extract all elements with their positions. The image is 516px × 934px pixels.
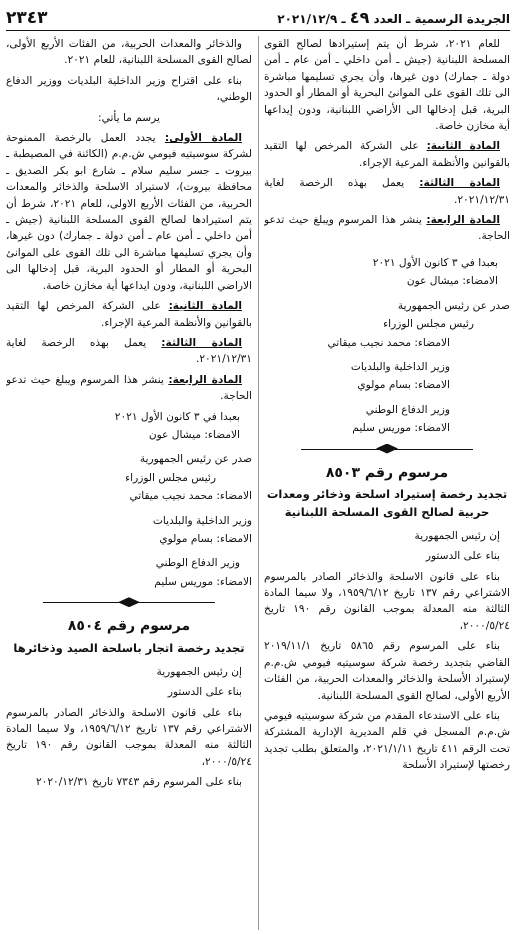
article-4: [264, 212, 510, 245]
article-3: [264, 175, 510, 208]
paragraph: بناء على الدستور: [425, 550, 500, 563]
article-label: المادة الثالثة:: [161, 336, 242, 349]
running-title: [277, 8, 510, 30]
article-text: يعمل بهذه الرخصة لغاية ٢٠٢١/١٢/٣١.: [6, 336, 252, 366]
article-label: المادة الأولى:: [164, 132, 242, 145]
article-2: [264, 138, 510, 171]
signature-president: الامضاء: ميشال عون: [406, 275, 498, 288]
journal-name: الجريدة الرسمية ـ العدد: [373, 12, 510, 26]
decree-title: تجديد رخصة اتجار باسلحة الصيد وذخائرها: [13, 640, 245, 655]
issue-number: ٤٩: [349, 8, 370, 27]
article-text: على الشركة المرخص لها التقيد بالقوانين والأنظمة المرعية الإجراء.: [6, 300, 252, 329]
column-left: [6, 36, 252, 930]
decrees-heading: يرسم ما يأتي:: [98, 111, 160, 124]
article-label: المادة الثانية:: [426, 140, 500, 153]
decree-number: مرسوم رقم ٨٥٠٤: [67, 618, 191, 635]
paragraph: للعام ٢٠٢١، شرط أن يتم إستيرادها لصالح القوى المسلحة اللبنانية (جيش ـ أمن داخلي ـ أمن عام ـ أمن دولة ـ جمارك) دون غيرها، وأن يجري تسليمها مباشرة الى تلك القوى على الموانئ البحرية أو المطار أو الحدود البرية، قبل إدخالها الى الأراضي اللبنانية، ودون إيداعها أية مخازن خاصة.: [264, 38, 510, 133]
paragraph: والذخائر والمعدات الحربية، من الفئات الأربع الأولى، لصالح القوى المسلحة اللبنانية، للعام ٢٠٢١.: [6, 38, 252, 67]
section-separator: [43, 596, 215, 610]
article-text: ينشر هذا المرسوم ويبلغ حيث تدعو الحاجة.: [264, 214, 510, 243]
signature-president: الامضاء: ميشال عون: [148, 428, 240, 441]
signature-pm: الامضاء: محمد نجيب ميقاتي: [327, 336, 450, 349]
issue-date: ـ ٢٠٢١/١٢/٩: [277, 12, 346, 26]
president-line: إن رئيس الجمهورية: [156, 665, 242, 678]
article-text: يعمل بهذه الرخصة لغاية ٢٠٢١/١٢/٣١.: [264, 177, 510, 206]
article-label: المادة الثانية:: [168, 300, 242, 313]
paragraph: بناء على الاستدعاء المقدم من شركة سوسيتيه فيومي ش.م.م المسجل في قلم المديرية الإدارية المشتركة تحت الرقم ٤١١ تاريخ ٢٠٢١/١/١١، والمتعلق بطلب تجديد رخصتها لإستيراد الأسلحة: [264, 709, 510, 772]
column-divider: [258, 36, 259, 930]
president-line: إن رئيس الجمهورية: [414, 529, 500, 542]
signature-defense: الامضاء: موريس سليم: [352, 422, 450, 435]
article-4: [6, 372, 252, 405]
decree-title: تجديد رخصة إستيراد اسلحة وذخائر ومعدات حربية لصالح القوى المسلحة اللبنانية: [266, 487, 508, 520]
article-1: [6, 130, 252, 294]
signature-pm-title: رئيس مجلس الوزراء: [125, 471, 216, 484]
signature-pm: الامضاء: محمد نجيب ميقاتي: [129, 490, 252, 503]
signature-defense: الامضاء: موريس سليم: [154, 575, 252, 588]
two-column-body: [6, 36, 510, 930]
signature-pm-title: رئيس مجلس الوزراء: [383, 318, 474, 331]
signature-issued-by: صدر عن رئيس الجمهورية: [397, 299, 510, 312]
paragraph: بناء على قانون الاسلحة والذخائر الصادر بالمرسوم الاشتراعي رقم ١٣٧ تاريخ ١٩٥٩/٦/١٢، ولا سيما المادة الثالثة منه المعدلة بموجب القانون رقم ١٩٠ تاريخ ٢٠٠٠/٥/٢٤،: [6, 706, 252, 768]
signature-interior-title: وزير الداخلية والبلديات: [350, 360, 450, 373]
signature-defense-title: وزير الدفاع الوطني: [365, 403, 450, 416]
signature-date: بعبدا في ٣ كانون الأول ٢٠٢١: [372, 256, 498, 269]
article-text: على الشركة المرخص لها التقيد بالقوانين والأنظمة المرعية الإجراء.: [264, 140, 510, 169]
article-text: يجدد العمل بالرخصة الممنوحة لشركة سوسيتيه فيومي ش.م.م (الكائنة في المصيطبة ـ بيروت ـ جسر سليم سلام ـ شارع ابو بكر الصديق ـ محافظة بيروت)، لاستيراد الاسلحة والذخائر والمعدات الحربية، من الفئات الأربع الاولى، للعام ٢٠٢١، شرط أن يتم استيرادها لصالح القوى المسلحة اللبنانية (جيش ـ أمن داخلي ـ أمن عام ـ أمن دولة ـ جمارك) دون غيرها، وأن يجري تسليمها مباشرة الى تلك القوى على الموانئ البحرية أو المطار أو الحدود البرية، قبل إدخالها الى الاراضي اللبنانية، ودون ايداعها أية مخازن خاصة.: [6, 132, 252, 292]
column-right: [264, 36, 510, 930]
signature-interior-title: وزير الداخلية والبلديات: [152, 514, 252, 527]
signature-interior: الامضاء: بسام مولوي: [357, 379, 450, 392]
article-text: ينشر هذا المرسوم ويبلغ حيث تدعو الحاجة.: [6, 373, 252, 403]
section-separator: [301, 443, 473, 457]
article-label: المادة الرابعة:: [426, 214, 500, 227]
page-number: ٢٣٤٣: [6, 8, 48, 28]
signature-defense-title: وزير الدفاع الوطني: [155, 557, 240, 570]
article-label: المادة الرابعة:: [168, 373, 242, 386]
paragraph: بناء على المرسوم رقم ٥٨٦٥ تاريخ ٢٠١٩/١١/١ القاضي بتجديد رخصة شركة سوسيتيه فيومي ش.م.م لإستيراد الأسلحة والذخائر والمعدات الحربية، من الفئات الأربع الأولى، لصالح القوى المسلحة اللبنانية.: [264, 640, 510, 702]
article-2: [6, 298, 252, 331]
paragraph: بناء على المرسوم رقم ٧٣٤٣ تاريخ ٢٠٢٠/١٢/٣١: [35, 776, 242, 789]
paragraph: بناء على قانون الاسلحة والذخائر الصادر بالمرسوم الاشتراعي رقم ١٣٧ تاريخ ١٩٥٩/٦/١٢، ولا سيما المادة الثالثة منه المعدلة بموجب القانون رقم ١٩٠ تاريخ ٢٠٠٠/٥/٢٤،: [264, 570, 510, 632]
page-header: [6, 4, 510, 31]
article-3: [6, 335, 252, 368]
article-label: المادة الثالثة:: [419, 177, 500, 190]
signature-interior: الامضاء: بسام مولوي: [159, 532, 252, 545]
signature-date: بعبدا في ٣ كانون الأول ٢٠٢١: [114, 410, 240, 423]
paragraph: بناء على الدستور: [167, 686, 242, 699]
paragraph: بناء على اقتراح وزير الداخلية البلديات ووزير الدفاع الوطني،: [6, 74, 252, 104]
decree-number: مرسوم رقم ٨٥٠٣: [325, 464, 449, 481]
signature-issued-by: صدر عن رئيس الجمهورية: [139, 453, 252, 466]
